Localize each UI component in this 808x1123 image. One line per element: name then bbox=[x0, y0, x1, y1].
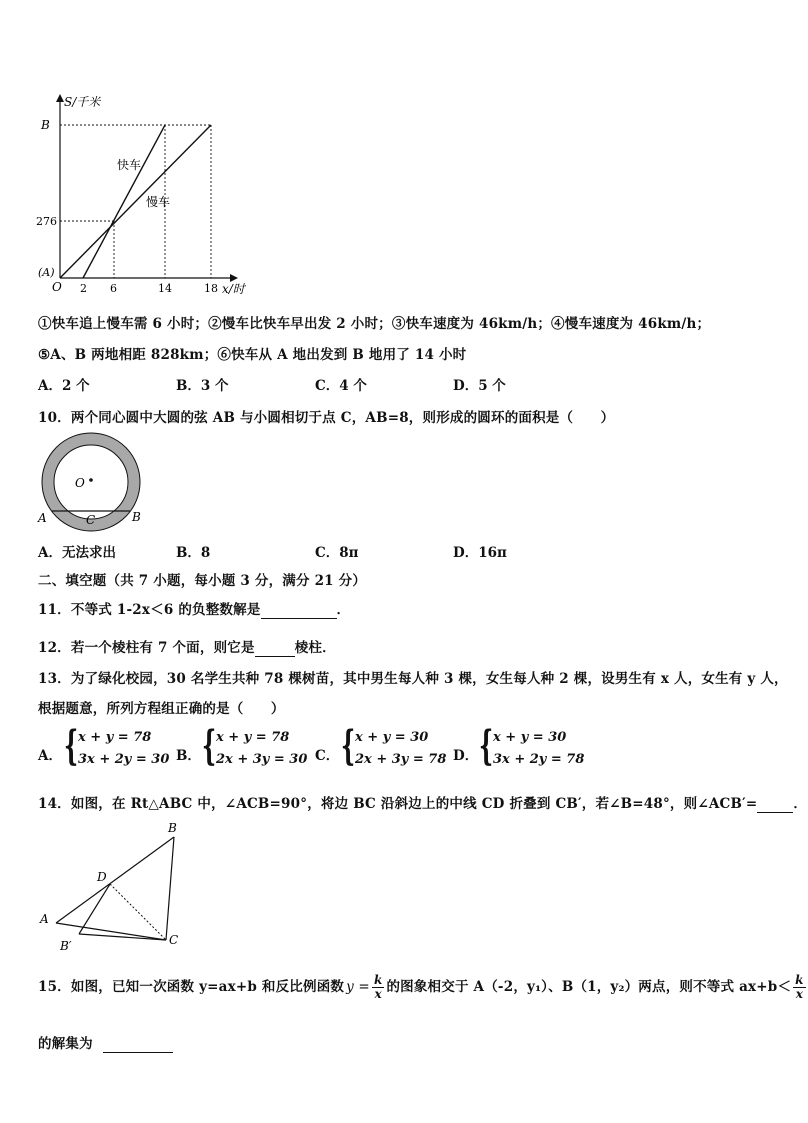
label-c: C bbox=[86, 513, 96, 527]
point-a-label: (A) bbox=[38, 266, 55, 279]
q10-option-d[interactable]: D．16π bbox=[453, 545, 507, 561]
q11-question bbox=[38, 598, 350, 619]
q12-question bbox=[38, 636, 336, 657]
q9-option-d[interactable]: D．5 个 bbox=[453, 378, 506, 394]
segment-b-prime-c bbox=[79, 934, 166, 940]
q13-option-b[interactable] bbox=[176, 722, 308, 776]
q13-b-eq1: x + y = 78 bbox=[216, 730, 290, 745]
brace-icon: { bbox=[64, 722, 79, 769]
x-tick-14: 14 bbox=[158, 282, 172, 295]
q11-answer-blank[interactable] bbox=[261, 602, 337, 619]
segment-db-prime bbox=[79, 884, 110, 934]
q15-frac2-den: x bbox=[795, 987, 804, 1002]
segment-dc-dotted bbox=[110, 884, 166, 940]
segment-ac bbox=[56, 923, 166, 940]
origin-label: O bbox=[52, 280, 62, 294]
label-b: B bbox=[132, 510, 141, 524]
q9-option-b[interactable]: B．3 个 bbox=[176, 378, 229, 394]
brace-icon: { bbox=[202, 722, 217, 769]
segment-bc bbox=[166, 837, 174, 940]
q9-option-c[interactable]: C．4 个 bbox=[315, 378, 367, 394]
section2-title: 二、填空题（共 7 小题，每小题 3 分，满分 21 分） bbox=[38, 573, 367, 589]
q10-question: 10．两个同心圆中大圆的弦 AB 与小圆相切于点 C，AB=8，则形成的圆环的面积是（ ） bbox=[38, 410, 615, 426]
q14-question bbox=[38, 792, 807, 813]
q9-option-a[interactable]: A．2 个 bbox=[38, 378, 90, 394]
y-axis-label: S/千米 bbox=[64, 95, 101, 109]
q15-question-line2 bbox=[38, 1032, 173, 1053]
q13-b-eq2: 2x + 3y = 30 bbox=[216, 752, 308, 767]
slow-car-label: 慢车 bbox=[146, 195, 171, 209]
q13-option-a[interactable] bbox=[38, 722, 170, 776]
q10-option-b[interactable]: B．8 bbox=[176, 545, 211, 561]
q15-y-eq: y = bbox=[346, 979, 370, 996]
label-d: D bbox=[97, 870, 107, 884]
q15-frac-den: x bbox=[374, 987, 382, 1002]
q10-option-c[interactable]: C．8π bbox=[315, 545, 359, 561]
q15-text2: 的图象相交于 A（-2，y₁）、B（1，y₂）两点，则不等式 ax+b＜ bbox=[386, 979, 792, 996]
label-b-prime: B′ bbox=[60, 939, 72, 953]
q13-option-b-label: B． bbox=[176, 748, 201, 764]
x-axis-arrow bbox=[230, 274, 238, 282]
q13-question-line2: 根据题意，所列方程组正确的是（ ） bbox=[38, 701, 285, 717]
q13-option-d[interactable] bbox=[453, 722, 585, 776]
x-tick-6: 6 bbox=[110, 282, 117, 295]
point-b-label: B bbox=[41, 118, 50, 132]
slow-car-line bbox=[60, 125, 211, 278]
q12-end: 棱柱． bbox=[294, 640, 336, 656]
q15-text1: 15．如图，已知一次函数 y=ax+b 和反比例函数 bbox=[38, 979, 345, 996]
q13-option-a-label: A． bbox=[38, 748, 62, 764]
q13-option-d-label: D． bbox=[453, 748, 479, 764]
q15-frac-num: k bbox=[373, 973, 383, 987]
q11-end: ． bbox=[336, 602, 351, 618]
triangle-fold-figure bbox=[34, 815, 194, 955]
q14-answer-blank[interactable] bbox=[757, 796, 793, 813]
q15-question-line1 bbox=[38, 974, 808, 1001]
x-tick-2: 2 bbox=[80, 282, 87, 295]
q12-answer-blank[interactable] bbox=[255, 640, 295, 657]
x-axis-label: x/时 bbox=[222, 282, 245, 296]
brace-icon: { bbox=[479, 722, 494, 769]
q13-question-line1: 13．为了绿化校园，30 名学生共种 78 棵树苗，其中男生每人种 3 棵，女生每人种 2 棵，设男生有 x 人，女生有 y 人， bbox=[38, 671, 788, 687]
q13-d-eq2: 3x + 2y = 78 bbox=[493, 752, 585, 767]
q15-text3: 的解集为 bbox=[38, 1036, 93, 1052]
center-point bbox=[89, 478, 93, 482]
q10-option-a[interactable]: A．无法求出 bbox=[38, 545, 116, 561]
label-c: C bbox=[169, 933, 179, 947]
q13-a-eq2: 3x + 2y = 30 bbox=[78, 752, 170, 767]
y-axis-arrow bbox=[56, 94, 64, 102]
label-o: O bbox=[75, 476, 85, 490]
segment-ab bbox=[56, 837, 174, 923]
brace-icon: { bbox=[341, 722, 356, 769]
label-b: B bbox=[168, 821, 177, 835]
concentric-circles-figure bbox=[34, 432, 149, 532]
q13-c-eq1: x + y = 30 bbox=[355, 730, 429, 745]
q9-statements-line2: ⑤A、B 两地相距 828km；⑥快车从 A 地出发到 B 地用了 14 小时 bbox=[38, 347, 467, 363]
q13-c-eq2: 2x + 3y = 78 bbox=[355, 752, 447, 767]
inner-circle bbox=[54, 445, 128, 519]
q12-text: 12．若一个棱柱有 7 个面，则它是 bbox=[38, 640, 255, 656]
q13-a-eq1: x + y = 78 bbox=[78, 730, 152, 745]
q13-d-eq1: x + y = 30 bbox=[493, 730, 567, 745]
x-tick-18: 18 bbox=[204, 282, 218, 295]
q13-option-c-label: C． bbox=[315, 748, 340, 764]
q15-answer-blank[interactable] bbox=[103, 1036, 173, 1053]
q13-option-c[interactable] bbox=[315, 722, 447, 776]
label-a: A bbox=[38, 511, 47, 525]
q9-statements-line1: ①快车追上慢车需 6 小时；②慢车比快车早出发 2 小时；③快车速度为 46km/h；④慢车速度为 46km/h； bbox=[38, 316, 711, 332]
distance-time-graph bbox=[30, 88, 260, 303]
label-a: A bbox=[40, 912, 49, 926]
q15-fraction-2 bbox=[793, 974, 806, 1001]
y-tick-276: 276 bbox=[36, 215, 57, 228]
q11-text: 11．不等式 1-2x＜6 的负整数解是 bbox=[38, 602, 261, 618]
q14-end: ． bbox=[793, 796, 808, 812]
q15-frac2-num: k bbox=[795, 973, 804, 987]
q15-fraction bbox=[372, 974, 385, 1001]
fast-car-label: 快车 bbox=[117, 158, 142, 172]
q14-text: 14．如图，在 Rt△ABC 中，∠ACB=90°，将边 BC 沿斜边上的中线 CD 折叠到 CB′，若∠B=48°，则∠ACB′= bbox=[38, 796, 758, 812]
